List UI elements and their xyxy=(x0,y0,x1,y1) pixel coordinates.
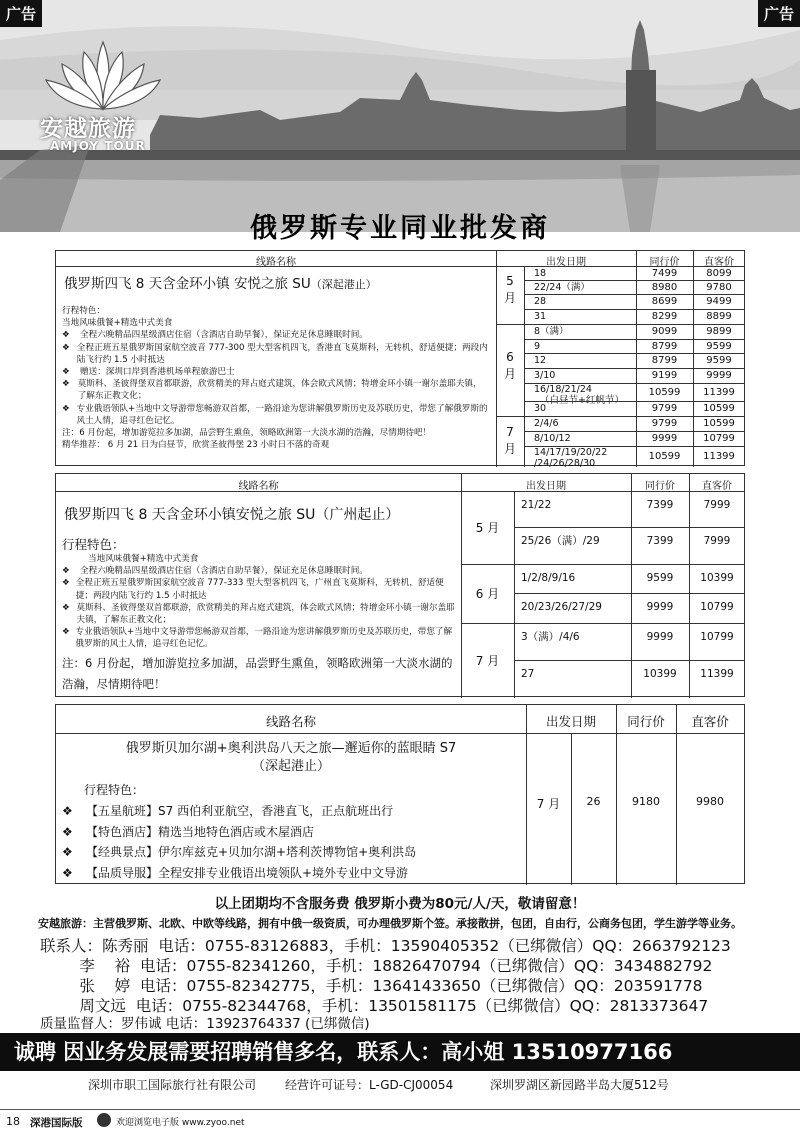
feature-item: 全程正班五星俄罗斯国家航空波音 777-300 型大型客机四飞，香港直飞莫斯科，无转机，舒适便捷；两段内陆飞行约 1.5 小时抵达 xyxy=(76,342,488,365)
bullet-icon: ❖ xyxy=(62,566,70,577)
month-june: 6 月 xyxy=(475,587,500,601)
company-intro: 安越旅游：主营俄罗斯、北欧、中欧等线路，拥有中俄一级资质，可办理俄罗斯个签。承接散拼，包团，自由行，公商务包团，学生游学等业务。 xyxy=(38,917,742,930)
direct-price-cell: 8899 xyxy=(706,311,732,322)
row-divider xyxy=(524,368,745,369)
date-cell: 18 xyxy=(534,268,547,279)
features-block-2 xyxy=(62,536,458,695)
date-cell: 27 xyxy=(521,668,535,680)
feature-item: 全程正班五星俄罗斯国家航空波音 777-333 型大型客机四飞，广州直飞莫斯科，无转机，舒适便捷；两段内陆飞行约 1.5 小时抵达 xyxy=(75,578,444,601)
peer-price-cell: 7399 xyxy=(646,535,674,547)
header-direct-price: 直客价 xyxy=(702,481,732,492)
direct-price-cell: 9999 xyxy=(706,370,732,381)
month-july: 7 月 xyxy=(503,425,516,456)
features-block-1 xyxy=(62,305,490,451)
edition-label: 深港国际版 xyxy=(30,1117,83,1129)
feature-item: 【品质导服】全程安排专业俄语出境领队+境外专业中文导游 xyxy=(86,865,409,880)
peer-price-cell: 10599 xyxy=(648,386,681,398)
row-divider xyxy=(524,431,745,432)
header-route: 线路名称 xyxy=(238,481,279,492)
direct-price-cell: 11399 xyxy=(703,451,735,462)
direct-price-cell: 9980 xyxy=(696,795,724,808)
bullet-icon: ❖ xyxy=(62,845,73,859)
header-direct-price: 直客价 xyxy=(691,714,729,729)
direct-price-cell: 8099 xyxy=(706,267,732,279)
direct-price-cell: 10799 xyxy=(703,433,735,444)
route-name-2: 俄罗斯四飞 8 天含金环小镇安悦之旅 SU（广州起止） xyxy=(64,507,400,523)
peer-price-cell: 8699 xyxy=(651,296,678,307)
direct-price-cell: 11399 xyxy=(703,386,735,398)
peer-price-cell: 9599 xyxy=(646,572,674,584)
route-table-1 xyxy=(55,250,745,469)
peer-price-cell: 9799 xyxy=(651,403,678,414)
peer-price-cell: 8799 xyxy=(651,340,678,352)
row-divider xyxy=(514,660,745,661)
company-address: 深圳罗湖区新园路半岛大厦512号 xyxy=(490,1078,669,1092)
date-cell: 26 xyxy=(586,795,601,808)
feature-item: 专业俄语领队+当地中文导游带您畅游双首都，一路沿途为您讲解俄罗斯历史及苏联历史，带您了解俄罗斯的风土人情，追寻红色记忆。 xyxy=(76,403,488,426)
feature-item: 莫斯科、圣彼得堡双首都联游，欣赏精美的拜占庭式建筑，体会欧式风情；特增金环小镇一谢尔盖耶夫镇，了解东正教文化； xyxy=(76,602,455,626)
feature-item: 赠送：深圳口岸到香港机场单程旅游巴士 xyxy=(80,367,235,378)
bullet-icon: ❖ xyxy=(62,627,70,638)
row-divider xyxy=(524,309,745,310)
date-cell: 12 xyxy=(534,355,547,366)
direct-price-cell: 7999 xyxy=(703,499,731,511)
direct-price-cell: 10799 xyxy=(700,601,734,613)
emag-link[interactable]: 欢迎浏览电子版 www.zyoo.net xyxy=(116,1118,245,1128)
direct-price-cell: 10799 xyxy=(700,631,734,643)
header-date: 出发日期 xyxy=(545,714,596,729)
features-subtitle: 当地风味俄餐+精选中式美食 xyxy=(62,318,173,329)
date-cell: 31 xyxy=(534,311,547,322)
note: 注：6 月份起，增加游览拉多加湖，品尝野生熏鱼，领略欧洲第一大淡水湖的浩瀚，尽情期待吧！ xyxy=(62,428,432,439)
bullet-icon: ❖ xyxy=(62,379,70,390)
license-number: 经营许可证号：L-GD-CJ00054 xyxy=(285,1078,454,1092)
direct-price-cell: 9599 xyxy=(706,340,732,352)
page-title: 俄罗斯专业同业批发商 xyxy=(250,213,550,244)
date-cell: 3/10 xyxy=(534,370,556,381)
peer-price-cell: 9999 xyxy=(646,601,674,613)
month-july: 7 月 xyxy=(536,797,561,811)
features-block-3 xyxy=(62,801,524,883)
direct-price-cell: 10399 xyxy=(700,572,734,584)
peer-price-cell: 7399 xyxy=(646,499,674,511)
logo-english-name: AMJOY TOUR xyxy=(50,139,146,153)
month-may: 5 月 xyxy=(475,521,500,535)
route-table-2 xyxy=(55,473,745,697)
direct-price-cell: 9599 xyxy=(706,355,732,366)
peer-price-cell: 8299 xyxy=(651,311,678,322)
feature-item: 【特色酒店】精选当地特色酒店或木屋酒店 xyxy=(86,824,315,839)
bullet-icon: ❖ xyxy=(62,865,73,880)
peer-price-cell: 8980 xyxy=(651,281,678,293)
feature-item: 专业俄语领队+当地中文导游带您畅游双首都，一路沿途为您讲解俄罗斯历史及苏联历史，带您了解俄罗斯的风土人情，追寻红色记忆。 xyxy=(75,627,453,650)
date-cell: 21/22 xyxy=(521,499,552,511)
emag-icon xyxy=(97,1113,111,1127)
ad-label-left: 广告 xyxy=(0,0,42,27)
direct-price-cell: 9899 xyxy=(706,326,732,337)
header-peer-price: 同行价 xyxy=(645,481,675,492)
date-cell: 14/17/19/20/22 xyxy=(534,447,608,458)
contact-line: 李 裕 电话：0755-82341260，手机：18826470794（已绑微信）QQ：3434882792 xyxy=(40,957,713,975)
row-divider xyxy=(524,401,745,402)
row-divider xyxy=(524,294,745,295)
highlight-note: 精华推荐： 6 月 21 日为白昼节，欣赏圣彼得堡 23 小时日不落的奇观 xyxy=(62,440,330,451)
peer-price-cell: 10399 xyxy=(643,668,677,680)
date-cell: 1/2/8/9/16 xyxy=(521,572,576,584)
date-cell: 16/18/21/24 xyxy=(534,384,592,395)
direct-price-cell: 10599 xyxy=(703,403,735,414)
route-name-3: 俄罗斯贝加尔湖+奥利洪岛八天之旅—邂逅你的蓝眼睛 S7 （深起港止） xyxy=(125,741,457,774)
feature-item: 全程六晚精品四星级酒店住宿（含酒店自助早餐），保证充足休息睡眠时间。 xyxy=(80,566,368,577)
logo-chinese-name: 安越旅游 xyxy=(40,116,136,142)
date-cell: 2/4/6 xyxy=(534,418,559,429)
peer-price-cell: 10599 xyxy=(648,451,681,462)
feature-item: 全程六晚精品四星级酒店住宿（含酒店自助早餐），保证充足休息睡眠时间。 xyxy=(80,330,368,341)
bullet-icon: ❖ xyxy=(62,602,70,613)
date-cell: 8（满） xyxy=(534,326,569,337)
direct-price-cell: 9499 xyxy=(706,296,732,307)
header-route: 线路名称 xyxy=(265,714,316,729)
feature-item: 莫斯科、圣彼得堡双首都联游，欣赏精美的拜占庭式建筑，体会欧式风情；特增金环小镇一谢尔盖耶夫镇，了解东正教文化； xyxy=(77,379,482,402)
date-cell: 22/24（满） xyxy=(534,282,590,293)
page-footer xyxy=(0,1109,800,1132)
header-route: 线路名称 xyxy=(256,257,296,268)
date-cell: 28 xyxy=(534,296,547,307)
route-table-3 xyxy=(55,704,745,884)
date-cell: 20/23/26/27/29 xyxy=(521,601,602,613)
contact-line: 联系人：陈秀丽 电话：0755-83126883，手机：13590405352（已绑微信）QQ：2663792123 xyxy=(40,937,731,955)
peer-price-cell: 8799 xyxy=(651,355,678,366)
bullet-icon: ❖ xyxy=(62,804,73,818)
page-number: 18 xyxy=(6,1115,20,1128)
bullet-icon: ❖ xyxy=(62,367,70,378)
features-title: 行程特色： xyxy=(84,783,145,797)
company-name: 深圳市职工国际旅行社有限公司 xyxy=(88,1078,257,1092)
date-cell: 3（满）/4/6 xyxy=(521,631,580,643)
date-cell-extra: /24/26/28/30 xyxy=(534,458,596,469)
contact-line: 周文远 电话：0755-82344768，手机：13501581175（已绑微信）QQ：2813373647 xyxy=(40,997,709,1015)
direct-price-cell: 10599 xyxy=(703,418,735,429)
month-june: 6 月 xyxy=(503,350,516,381)
row-divider xyxy=(514,527,745,528)
direct-price-cell: 11399 xyxy=(700,668,734,680)
feature-item: 【五星航班】S7 西伯利亚航空，香港直飞，正点航班出行 xyxy=(86,804,394,818)
direct-price-cell: 9780 xyxy=(706,281,732,293)
features-title: 行程特色： xyxy=(62,537,125,552)
month-may: 5 月 xyxy=(503,274,516,305)
ad-label-right: 广告 xyxy=(758,0,800,27)
features-title: 行程特色： xyxy=(62,306,105,316)
month-july: 7 月 xyxy=(475,654,500,668)
header-date: 出发日期 xyxy=(546,257,586,268)
bullet-icon: ❖ xyxy=(62,342,70,353)
peer-price-cell: 7499 xyxy=(651,267,678,279)
hiring-banner: 诚聘 因业务发展需要招聘销售多名，联系人：高小姐 13510977166 xyxy=(0,1033,800,1071)
direct-price-cell: 7999 xyxy=(703,535,731,547)
date-cell: 8/10/12 xyxy=(534,433,571,444)
peer-price-cell: 9099 xyxy=(651,326,678,337)
bullet-icon: ❖ xyxy=(62,403,70,414)
peer-price-cell: 9999 xyxy=(651,433,678,444)
peer-price-cell: 9199 xyxy=(651,370,678,381)
header-date: 出发日期 xyxy=(526,481,566,492)
header-direct-price: 直客价 xyxy=(704,257,734,268)
feature-item: 【经典景点】伊尔库兹克+贝加尔湖+塔利茨博物馆+奥利洪岛 xyxy=(86,845,417,859)
features-subtitle: 当地风味俄餐+精选中式美食 xyxy=(88,554,199,564)
header-peer-price: 同行价 xyxy=(649,257,680,268)
date-cell: 9 xyxy=(534,341,541,352)
peer-price-cell: 9999 xyxy=(646,631,674,643)
row-divider xyxy=(514,593,745,594)
contact-line: 张 婷 电话：0755-82342775，手机：13641433650（已绑微信）QQ：203591778 xyxy=(40,977,703,995)
peer-price-cell: 9799 xyxy=(651,418,678,429)
row-divider xyxy=(524,353,745,354)
peer-price-cell: 9180 xyxy=(632,795,660,808)
route-name-1: 俄罗斯四飞 8 天含金环小镇 安悦之旅 SU（深起港止） xyxy=(64,276,377,292)
service-fee-notice: 以上团期均不含服务费 俄罗斯小费为80元/人/天，敬请留意！ xyxy=(214,896,586,912)
date-cell: 25/26（满）/29 xyxy=(521,535,600,547)
bullet-icon: ❖ xyxy=(62,578,70,589)
quality-supervisor: 质量监督人：罗伟诚 电话：13923764337 (已绑微信) xyxy=(40,1016,370,1032)
header-peer-price: 同行价 xyxy=(627,714,665,729)
bullet-icon: ❖ xyxy=(62,824,73,839)
date-cell: 30 xyxy=(534,403,547,414)
note: 注：6 月份起，增加游览拉多加湖，品尝野生熏鱼，领略欧洲第一大淡水湖的浩瀚，尽情期待吧！ xyxy=(62,655,453,691)
bullet-icon: ❖ xyxy=(62,330,70,341)
